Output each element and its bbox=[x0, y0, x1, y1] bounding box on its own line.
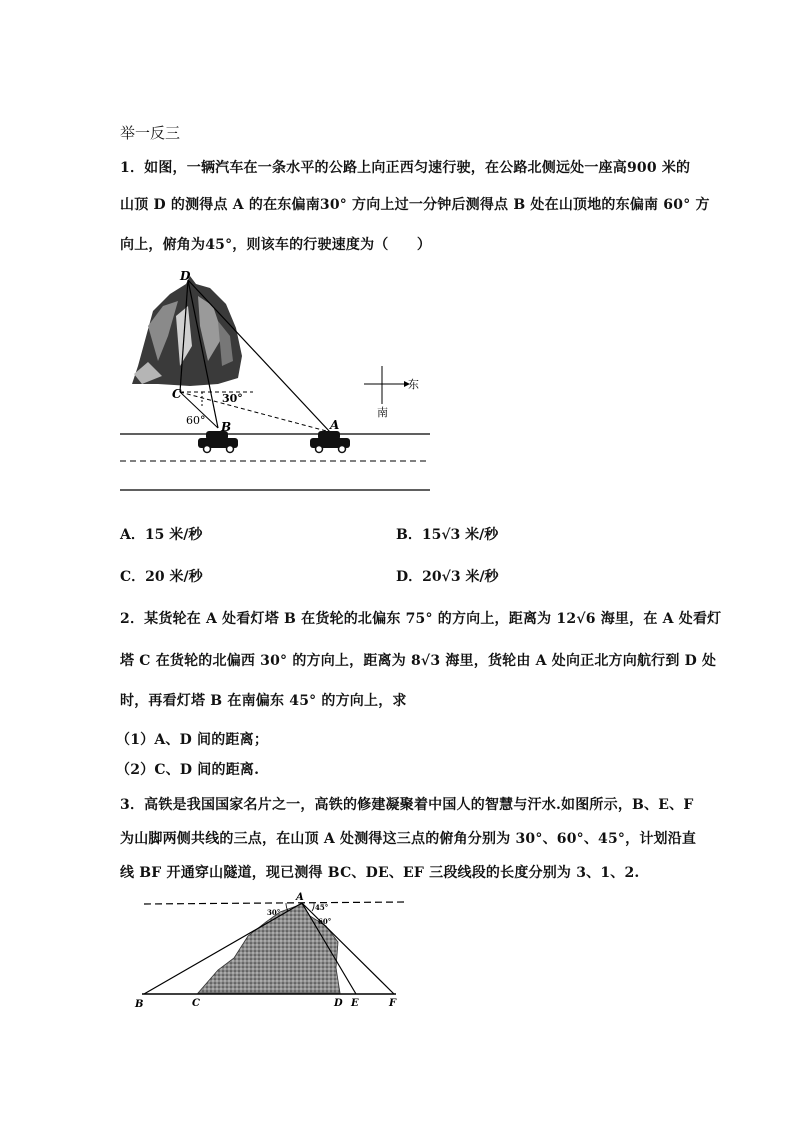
label-c: C bbox=[172, 387, 182, 401]
q2-subquestion-1: （1）A、D 间的距离； bbox=[116, 732, 269, 748]
angle-30-label: 30° bbox=[267, 908, 281, 917]
q2-text-line-1: 2．某货轮在 A 处看灯塔 B 在货轮的北偏东 75° 的方向上，距离为 12√6 海里，在 A 处看灯 bbox=[120, 611, 722, 627]
q2-text-line-2: 塔 C 在货轮的北偏西 30° 的方向上，距离为 8√3 海里，货轮由 A 处向正北方向航行到 D 处 bbox=[120, 653, 717, 669]
section-heading: 举一反三 bbox=[120, 124, 181, 142]
q1-text-line-1: 1．如图，一辆汽车在一条水平的公路上向正西匀速行驶，在公路北侧远处一座高900 米的 bbox=[120, 160, 691, 176]
label-c: C bbox=[192, 998, 200, 1009]
compass-icon bbox=[364, 366, 410, 404]
q1-option-c[interactable]: C．20 米/秒 bbox=[120, 569, 203, 585]
q1-text-line-2: 山顶 D 的测得点 A 的在东偏南30° 方向上过一分钟后测得点 B 处在山顶地的东偏南 60° 方 bbox=[120, 197, 710, 213]
compass-east-label: 东 bbox=[408, 378, 419, 391]
q2-text-line-3: 时，再看灯塔 B 在南偏东 45° 的方向上，求 bbox=[120, 693, 407, 709]
label-d: D bbox=[180, 269, 191, 283]
label-a: A bbox=[330, 418, 340, 432]
label-f: F bbox=[389, 998, 397, 1009]
label-a: A bbox=[296, 892, 304, 903]
q1-figure bbox=[118, 266, 434, 498]
label-e: E bbox=[351, 998, 359, 1009]
label-b: B bbox=[221, 420, 232, 434]
q3-figure bbox=[130, 890, 420, 1012]
compass-south-label: 南 bbox=[377, 406, 388, 419]
q3-text-line-3: 线 BF 开通穿山隧道，现已测得 BC、DE、EF 三段线段的长度分别为 3、1、2. bbox=[120, 865, 640, 881]
q3-text-line-1: 3．高铁是我国国家名片之一，高铁的修建凝聚着中国人的智慧与汗水.如图所示，B、E、F bbox=[120, 797, 694, 813]
label-d: D bbox=[334, 998, 343, 1009]
q1-option-b[interactable]: B．15√3 米/秒 bbox=[396, 527, 499, 543]
q1-option-d[interactable]: D．20√3 米/秒 bbox=[396, 569, 499, 585]
angle-45-label: 45° bbox=[315, 903, 329, 912]
q3-text-line-2: 为山脚两侧共线的三点，在山顶 A 处测得这三点的俯角分别为 30°、60°、45°，计划沿直 bbox=[120, 831, 697, 847]
q2-subquestion-2: （2）C、D 间的距离. bbox=[116, 762, 260, 778]
label-b: B bbox=[135, 999, 144, 1010]
angle-30-label: 30° bbox=[222, 392, 243, 405]
angle-60-label: 60° bbox=[186, 414, 206, 427]
q1-option-a[interactable]: A．15 米/秒 bbox=[120, 527, 203, 543]
q1-text-line-3: 向上，俯角为45°，则该车的行驶速度为（ ） bbox=[120, 237, 432, 253]
angle-60-label: 60° bbox=[318, 917, 332, 926]
